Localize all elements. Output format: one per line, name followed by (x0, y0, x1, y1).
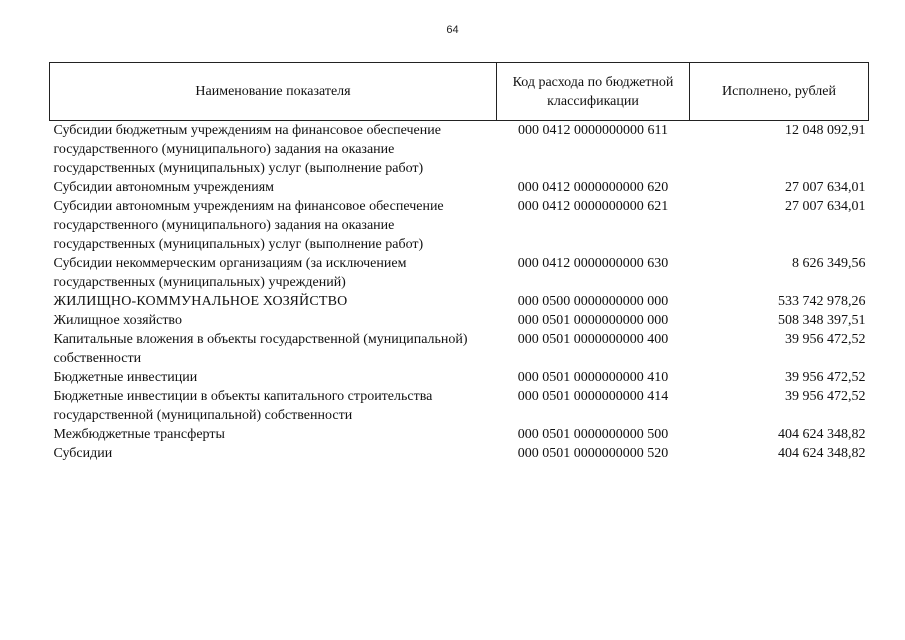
row-executed-amount: 8 626 349,56 (792, 256, 866, 271)
row-executed-amount: 12 048 092,91 (785, 123, 866, 138)
row-executed-amount: 39 956 472,52 (785, 370, 866, 385)
row-indicator-name: ЖИЛИЩНО-КОММУНАЛЬНОЕ ХОЗЯЙСТВО (53, 294, 348, 309)
row-expense-code: 000 0501 0000000000 414 (517, 389, 669, 404)
table-row (50, 387, 869, 425)
row-expense-code: 000 0501 0000000000 500 (517, 427, 669, 442)
row-executed-amount: 39 956 472,52 (785, 332, 866, 347)
table-row (50, 121, 869, 179)
row-executed-amount: 404 624 348,82 (778, 446, 866, 461)
header-row (50, 63, 869, 121)
page-number: 64 (446, 24, 459, 36)
table-row (50, 178, 869, 197)
table-row (50, 425, 869, 444)
row-expense-code: 000 0412 0000000000 611 (518, 123, 668, 138)
budget-table (49, 62, 869, 463)
header-indicator-name: Наименование показателя (50, 63, 497, 121)
row-expense-code: 000 0501 0000000000 400 (517, 332, 669, 347)
header-executed-amount: Исполнено, рублей (690, 63, 869, 121)
row-expense-code: 000 0412 0000000000 621 (517, 199, 669, 214)
table-row (50, 444, 869, 463)
row-indicator-name: Субсидии некоммерческим организациям (за исключением государственных (муниципальных) учреждений) (53, 256, 407, 290)
row-indicator-name: Бюджетные инвестиции (53, 370, 198, 385)
row-executed-amount: 27 007 634,01 (785, 180, 866, 195)
table-row (50, 311, 869, 330)
table-row (50, 292, 869, 311)
table-row (50, 368, 869, 387)
row-expense-code: 000 0500 0000000000 000 (517, 294, 669, 309)
row-executed-amount: 39 956 472,52 (785, 389, 866, 404)
table-row (50, 197, 869, 254)
table-body (50, 121, 869, 464)
row-expense-code: 000 0501 0000000000 000 (517, 313, 669, 328)
row-indicator-name: Бюджетные инвестиции в объекты капитального строительства государственной (муниципальной) собственности (53, 389, 433, 423)
row-indicator-name: Субсидии автономным учреждениям на финансовое обеспечение государственного (муниципального) задания на оказание государственных (муниципальных) услуг (выполнение работ) (53, 199, 444, 252)
table-row (50, 330, 869, 368)
row-indicator-name: Субсидии автономным учреждениям (53, 180, 275, 195)
row-executed-amount: 27 007 634,01 (785, 199, 866, 214)
row-executed-amount: 533 742 978,26 (778, 294, 866, 309)
row-indicator-name: Капитальные вложения в объекты государственной (муниципальной) собственности (53, 332, 468, 366)
table-row (50, 254, 869, 292)
row-expense-code: 000 0412 0000000000 630 (517, 256, 669, 271)
row-indicator-name: Жилищное хозяйство (53, 313, 182, 328)
table-header (50, 63, 869, 121)
row-indicator-name: Субсидии бюджетным учреждениям на финансовое обеспечение государственного (муниципального) задания на оказание государственных (муниципальных) услуг (выполнение работ) (53, 123, 441, 176)
row-indicator-name: Субсидии (53, 446, 113, 461)
row-expense-code: 000 0501 0000000000 410 (517, 370, 669, 385)
header-expense-code: Код расхода по бюджетной классификации (497, 63, 690, 121)
row-expense-code: 000 0412 0000000000 620 (517, 180, 669, 195)
row-executed-amount: 404 624 348,82 (778, 427, 866, 442)
row-expense-code: 000 0501 0000000000 520 (517, 446, 669, 461)
row-executed-amount: 508 348 397,51 (778, 313, 866, 328)
row-indicator-name: Межбюджетные трансферты (53, 427, 225, 442)
